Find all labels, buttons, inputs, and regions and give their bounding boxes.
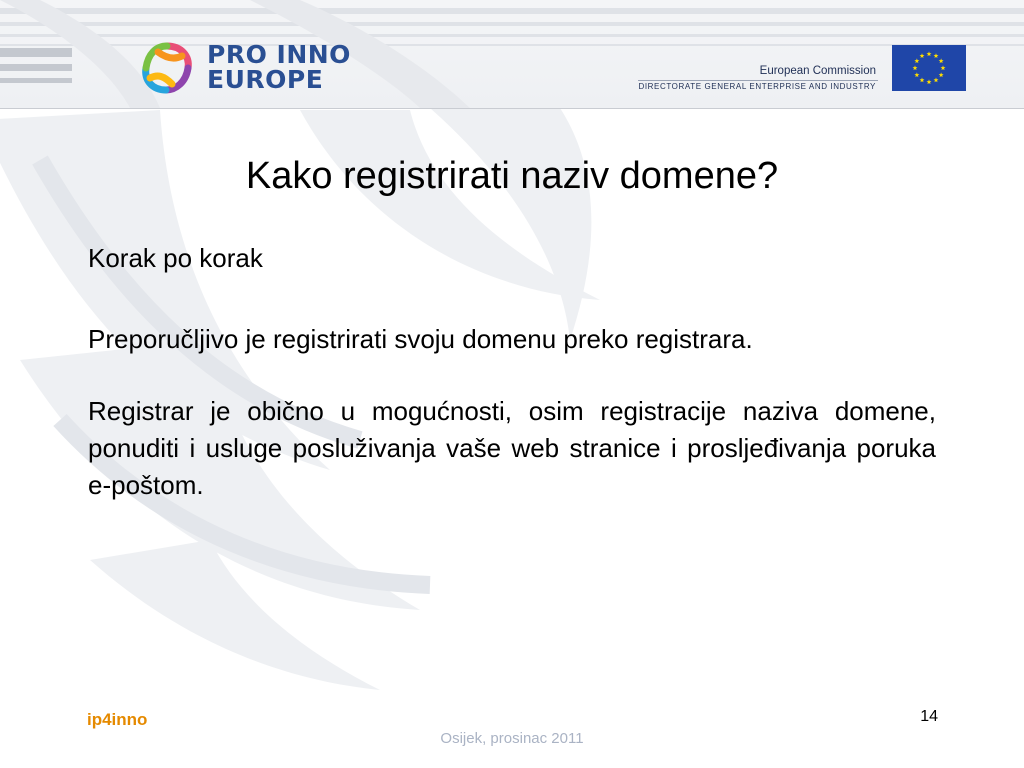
pro-inno-europe-logo-text (207, 42, 351, 92)
slide-title: Kako registrirati naziv domene? (245, 155, 779, 197)
footer-brand: ip4inno (87, 710, 148, 729)
logo-line-1: PRO INNO (207, 40, 351, 69)
european-commission-name: European Commission (759, 65, 876, 77)
logo-line-2: EUROPE (207, 65, 324, 94)
european-commission-divider (638, 80, 878, 81)
paragraph-registrar-recommendation: Preporučljivo je registrirati svoju domenu preko registrara. (88, 324, 753, 354)
eu-flag-icon (892, 45, 966, 91)
header-band (0, 0, 1024, 109)
footer-location-date: Osijek, prosinac 2011 (440, 730, 584, 747)
pro-inno-europe-logo-icon (136, 38, 198, 98)
slide-subtitle: Korak po korak (88, 243, 263, 273)
page-number: 14 (920, 708, 938, 725)
directorate-general-name: DIRECTORATE GENERAL ENTERPRISE AND INDUSTRY (638, 82, 876, 91)
paragraph-registrar-services: Registrar je obično u mogućnosti, osim registracije naziva domene, ponuditi i usluge posluživanja vaše web stranice i prosljeđivanja poruka e-poštom. (88, 396, 936, 500)
european-commission-block (636, 45, 966, 91)
slide-body (88, 240, 936, 539)
